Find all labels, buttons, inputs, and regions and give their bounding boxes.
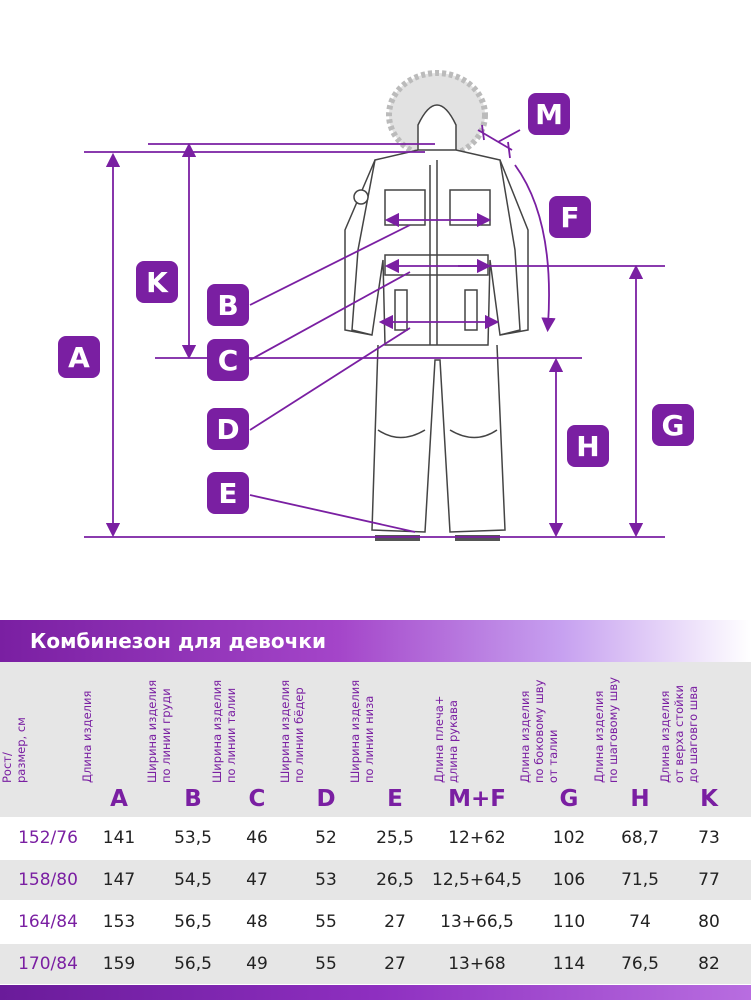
value-cell: 25,5 xyxy=(376,828,414,848)
svg-text:M: M xyxy=(535,98,563,131)
label-D xyxy=(207,408,249,450)
value-cell: 82 xyxy=(698,954,720,974)
size-header: Рост/ размер, см xyxy=(0,717,28,783)
value-cell: 55 xyxy=(315,954,337,974)
value-cell: 74 xyxy=(629,912,651,932)
col-desc-MF: Длина плеча+ длина рукава xyxy=(432,695,460,783)
table-row xyxy=(0,860,751,900)
label-F xyxy=(549,196,591,238)
col-desc-E: Ширина изделия по линии низа xyxy=(348,679,376,783)
value-cell: 46 xyxy=(246,828,268,848)
value-cell: 147 xyxy=(102,870,136,890)
value-cell: 12,5+64,5 xyxy=(432,870,522,890)
label-M xyxy=(528,93,570,135)
table-row xyxy=(0,902,751,942)
col-desc-G: Длина изделия по боковому шву от талии xyxy=(518,679,560,783)
value-cell: 47 xyxy=(246,870,268,890)
value-cell: 55 xyxy=(315,912,337,932)
value-cell: 26,5 xyxy=(376,870,414,890)
value-cell: 159 xyxy=(102,954,136,974)
value-cell: 68,7 xyxy=(621,828,659,848)
size-cell: 164/84 xyxy=(18,912,78,932)
svg-text:C: C xyxy=(217,344,239,377)
col-letter-E: E xyxy=(387,786,403,812)
value-cell: 13+66,5 xyxy=(440,912,514,932)
col-letter-G: G xyxy=(559,786,579,812)
col-letter-B: B xyxy=(184,786,202,812)
col-letter-D: D xyxy=(316,786,336,812)
col-desc-B: Ширина изделия по линии груди xyxy=(145,679,173,783)
col-desc-K: Длина изделия от верха стойки до шаговго шва xyxy=(658,684,700,783)
value-cell: 56,5 xyxy=(174,954,212,974)
value-cell: 48 xyxy=(246,912,268,932)
svg-text:F: F xyxy=(560,201,580,234)
col-desc-C: Ширина изделия по линии талии xyxy=(210,679,238,783)
col-letter-C: C xyxy=(248,786,266,812)
label-A xyxy=(58,336,100,378)
value-cell: 13+68 xyxy=(448,954,506,974)
svg-text:B: B xyxy=(217,289,239,322)
col-desc-D: Ширина изделия по линии бёдер xyxy=(278,679,306,783)
value-cell: 56,5 xyxy=(174,912,212,932)
label-C xyxy=(207,339,249,381)
label-B xyxy=(207,284,249,326)
value-cell: 76,5 xyxy=(621,954,659,974)
col-letter-A: A xyxy=(110,786,128,812)
value-cell: 80 xyxy=(698,912,720,932)
size-cell: 152/76 xyxy=(18,828,78,848)
value-cell: 153 xyxy=(102,912,136,932)
col-desc-A: Длина изделия xyxy=(80,690,94,783)
svg-text:H: H xyxy=(576,430,600,463)
table-row xyxy=(0,944,751,984)
value-cell: 102 xyxy=(552,828,586,848)
value-cell: 54,5 xyxy=(174,870,212,890)
value-cell: 77 xyxy=(698,870,720,890)
value-cell: 141 xyxy=(102,828,136,848)
svg-text:D: D xyxy=(216,413,240,446)
col-letter-K: K xyxy=(700,786,718,812)
value-cell: 27 xyxy=(384,912,406,932)
bottom-bar xyxy=(0,985,751,1000)
value-cell: 53 xyxy=(315,870,337,890)
label-G xyxy=(652,404,694,446)
label-E xyxy=(207,472,249,514)
svg-text:A: A xyxy=(68,341,90,374)
col-letter-MF: M+F xyxy=(448,786,506,812)
svg-text:E: E xyxy=(218,477,238,510)
svg-text:G: G xyxy=(661,409,685,442)
label-H xyxy=(567,425,609,467)
value-cell: 106 xyxy=(552,870,586,890)
table-title: Комбинезон для девочки xyxy=(30,629,326,653)
col-letter-H: H xyxy=(630,786,650,812)
table-row xyxy=(0,818,751,858)
value-cell: 49 xyxy=(246,954,268,974)
value-cell: 73 xyxy=(698,828,720,848)
label-K xyxy=(136,261,178,303)
size-cell: 170/84 xyxy=(18,954,78,974)
value-cell: 53,5 xyxy=(174,828,212,848)
value-cell: 52 xyxy=(315,828,337,848)
size-cell: 158/80 xyxy=(18,870,78,890)
value-cell: 114 xyxy=(552,954,586,974)
value-cell: 27 xyxy=(384,954,406,974)
value-cell: 71,5 xyxy=(621,870,659,890)
value-cell: 110 xyxy=(552,912,586,932)
table-header xyxy=(0,662,751,817)
value-cell: 12+62 xyxy=(448,828,506,848)
svg-text:K: K xyxy=(146,266,168,299)
col-desc-H: Длина изделия по шаговому шву xyxy=(592,677,620,783)
